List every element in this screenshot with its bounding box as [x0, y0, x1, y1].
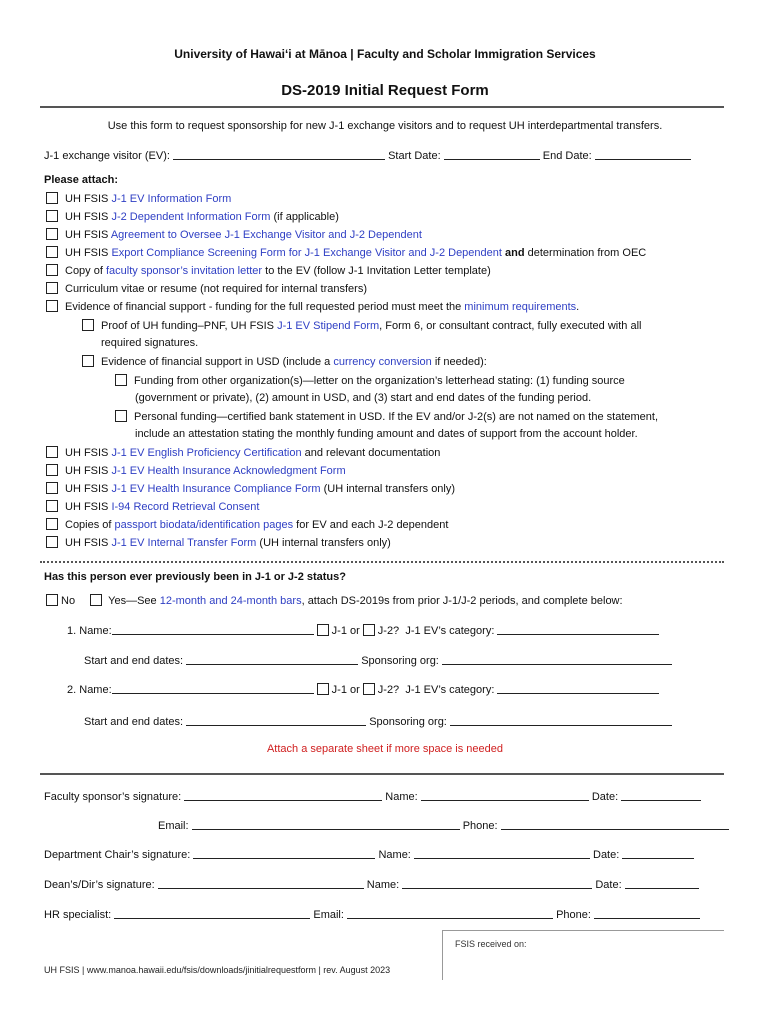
- form-link[interactable]: Export Compliance Screening Form for J-1 Exchange Visitor and J-2 Dependent: [111, 247, 502, 259]
- hr-phone-field[interactable]: [594, 907, 700, 919]
- attach-item: Evidence of financial support - funding for the full requested period must meet the minimum requirements.: [46, 300, 579, 313]
- attach-checkbox[interactable]: [46, 464, 58, 476]
- attach-item: UH FSIS I-94 Record Retrieval Consent: [46, 500, 259, 513]
- attach-checkbox[interactable]: [46, 228, 58, 240]
- dates-field[interactable]: [186, 714, 366, 726]
- faculty-contact-row: Email: Phone:: [158, 818, 729, 832]
- attach-item: Copies of passport biodata/identification pages for EV and each J-2 dependent: [46, 518, 448, 531]
- attach-checkbox[interactable]: [46, 482, 58, 494]
- attach-checkbox[interactable]: [46, 446, 58, 458]
- end-date-label: End Date:: [542, 150, 592, 162]
- chair-name-field[interactable]: [414, 847, 590, 859]
- title-divider: [40, 106, 724, 108]
- attach-item: UH FSIS J-1 EV Health Insurance Acknowledgment Form: [46, 464, 346, 477]
- attach-item: UH FSIS Agreement to Oversee J-1 Exchange Visitor and J-2 Dependent: [46, 228, 422, 241]
- attach-item: Curriculum vitae or resume (not required for internal transfers): [46, 282, 367, 295]
- prior-entry-1-dates: Start and end dates: Sponsoring org:: [84, 653, 672, 667]
- dean-name-field[interactable]: [402, 877, 592, 889]
- faculty-date-field[interactable]: [621, 789, 701, 801]
- ev-name-field[interactable]: [173, 148, 385, 160]
- signature-divider: [40, 773, 724, 775]
- hr-specialist-row: HR specialist: Email: Phone:: [44, 907, 700, 921]
- attach-item: UH FSIS J-1 EV English Proficiency Certification and relevant documentation: [46, 446, 440, 459]
- end-date-field[interactable]: [595, 148, 691, 160]
- section-divider: [40, 561, 724, 563]
- attach-checkbox[interactable]: [46, 300, 58, 312]
- sub-item-personal-funding: Personal funding—certified bank statement in USD. If the EV and/or J-2(s) are not named on the statement,: [115, 410, 658, 423]
- no-checkbox[interactable]: [46, 594, 58, 606]
- j1-checkbox[interactable]: [317, 683, 329, 695]
- faculty-signature-row: Faculty sponsor’s signature: Name: Date:: [44, 789, 701, 803]
- attach-item: UH FSIS J-2 Dependent Information Form (if applicable): [46, 210, 339, 223]
- prior-name-field[interactable]: [112, 623, 314, 635]
- attach-item: Copy of faculty sponsor’s invitation letter to the EV (follow J-1 Invitation Letter template): [46, 264, 491, 277]
- separate-sheet-note: Attach a separate sheet if more space is needed: [266, 743, 504, 755]
- form-link[interactable]: passport biodata/identification pages: [114, 519, 294, 531]
- attach-checkbox[interactable]: [46, 210, 58, 222]
- form-link[interactable]: J-1 EV Stipend Form: [277, 320, 380, 332]
- category-field[interactable]: [497, 623, 659, 635]
- category-field[interactable]: [497, 682, 659, 694]
- sub-item-usd: Evidence of financial support in USD (include a currency conversion if needed):: [82, 355, 487, 368]
- attach-heading: Please attach:: [44, 174, 118, 186]
- dean-signature-field[interactable]: [158, 877, 364, 889]
- j2-checkbox[interactable]: [363, 683, 375, 695]
- start-date-field[interactable]: [444, 148, 540, 160]
- org-header: University of Hawai‘i at Mānoa | Faculty and Scholar Immigration Services: [174, 47, 596, 61]
- prior-name-field[interactable]: [112, 682, 314, 694]
- attach-checkbox[interactable]: [115, 374, 127, 386]
- sub-item-uh-funding: Proof of UH funding–PNF, UH FSIS J-1 EV Stipend Form, Form 6, or consultant contract, fully executed with all: [82, 319, 641, 332]
- dates-field[interactable]: [186, 653, 358, 665]
- faculty-name-field[interactable]: [421, 789, 589, 801]
- form-link[interactable]: J-1 EV Health Insurance Compliance Form: [111, 483, 321, 495]
- attach-checkbox[interactable]: [46, 282, 58, 294]
- sub-item-line2: include an attestation stating the monthly funding amount and dates of support from the account holder.: [135, 428, 638, 440]
- attach-checkbox[interactable]: [46, 264, 58, 276]
- sub-item-line2: (government or private), (2) amount in USD, and (3) start and end dates of the funding period.: [135, 392, 592, 404]
- attach-item: UH FSIS J-1 EV Information Form: [46, 192, 231, 205]
- attach-checkbox[interactable]: [46, 246, 58, 258]
- attach-checkbox[interactable]: [46, 192, 58, 204]
- j2-checkbox[interactable]: [363, 624, 375, 636]
- prior-entry-2: 2. Name: J-1 or J-2? J-1 EV’s category:: [67, 682, 659, 696]
- prior-entry-2-dates: Start and end dates: Sponsoring org:: [84, 714, 672, 728]
- dean-date-field[interactable]: [625, 877, 699, 889]
- form-link[interactable]: minimum requirements: [464, 301, 577, 313]
- prior-status-options: No Yes—See 12-month and 24-month bars, attach DS-2019s from prior J-1/J-2 periods, and complete below:: [46, 594, 623, 607]
- bars-link[interactable]: 12-month and 24-month bars: [159, 595, 302, 607]
- attach-checkbox[interactable]: [82, 355, 94, 367]
- hr-name-field[interactable]: [114, 907, 310, 919]
- page-title: DS-2019 Initial Request Form: [281, 82, 489, 99]
- form-link[interactable]: J-1 EV Information Form: [111, 193, 232, 205]
- form-link[interactable]: Agreement to Oversee J-1 Exchange Visitor and J-2 Dependent: [110, 229, 422, 241]
- prior-entry-1: 1. Name: J-1 or J-2? J-1 EV’s category:: [67, 623, 659, 637]
- received-box: [442, 930, 724, 980]
- form-link[interactable]: currency conversion: [333, 356, 432, 368]
- start-date-label: Start Date:: [388, 150, 441, 162]
- no-label: No: [61, 595, 76, 607]
- j1-checkbox[interactable]: [317, 624, 329, 636]
- form-link[interactable]: faculty sponsor’s invitation letter: [105, 265, 263, 277]
- form-link[interactable]: I-94 Record Retrieval Consent: [111, 501, 260, 513]
- attach-checkbox[interactable]: [82, 319, 94, 331]
- org-field[interactable]: [442, 653, 672, 665]
- attach-checkbox[interactable]: [115, 410, 127, 422]
- attach-item: UH FSIS Export Compliance Screening Form for J-1 Exchange Visitor and J-2 Dependent and determination from OEC: [46, 246, 646, 259]
- chair-date-field[interactable]: [622, 847, 694, 859]
- attach-checkbox[interactable]: [46, 518, 58, 530]
- form-link[interactable]: J-1 EV English Proficiency Certification: [111, 447, 302, 459]
- attach-checkbox[interactable]: [46, 536, 58, 548]
- faculty-signature-field[interactable]: [184, 789, 382, 801]
- prior-status-question: Has this person ever previously been in J-1 or J-2 status?: [44, 571, 346, 583]
- received-label: FSIS received on:: [455, 939, 527, 949]
- chair-signature-row: Department Chair’s signature: Name: Date:: [44, 847, 694, 861]
- chair-signature-field[interactable]: [193, 847, 375, 859]
- faculty-email-field[interactable]: [192, 818, 460, 830]
- ev-line: [44, 148, 691, 162]
- sub-item-line2: required signatures.: [101, 337, 199, 349]
- intro-text: Use this form to request sponsorship for new J-1 exchange visitors and to request UH interdepartmental transfers.: [107, 120, 663, 132]
- form-link[interactable]: J-1 EV Health Insurance Acknowledgment Form: [111, 465, 346, 477]
- attach-item: UH FSIS J-1 EV Health Insurance Compliance Form (UH internal transfers only): [46, 482, 455, 495]
- org-field[interactable]: [450, 714, 672, 726]
- dean-signature-row: Dean’s/Dir’s signature: Name: Date:: [44, 877, 699, 891]
- form-link[interactable]: J-1 EV Internal Transfer Form: [111, 537, 257, 549]
- attach-item: UH FSIS J-1 EV Internal Transfer Form (UH internal transfers only): [46, 536, 391, 549]
- footer-reference: UH FSIS | www.manoa.hawaii.edu/fsis/downloads/jinitialrequestform | rev. August 2023: [44, 965, 391, 975]
- yes-checkbox[interactable]: [90, 594, 102, 606]
- sub-item-org-funding: Funding from other organization(s)—letter on the organization’s letterhead stating: (1) funding source: [115, 374, 625, 387]
- ev-label: J-1 exchange visitor (EV):: [44, 150, 170, 162]
- form-link[interactable]: J-2 Dependent Information Form: [111, 211, 271, 223]
- faculty-phone-field[interactable]: [501, 818, 729, 830]
- hr-email-field[interactable]: [347, 907, 553, 919]
- attach-checkbox[interactable]: [46, 500, 58, 512]
